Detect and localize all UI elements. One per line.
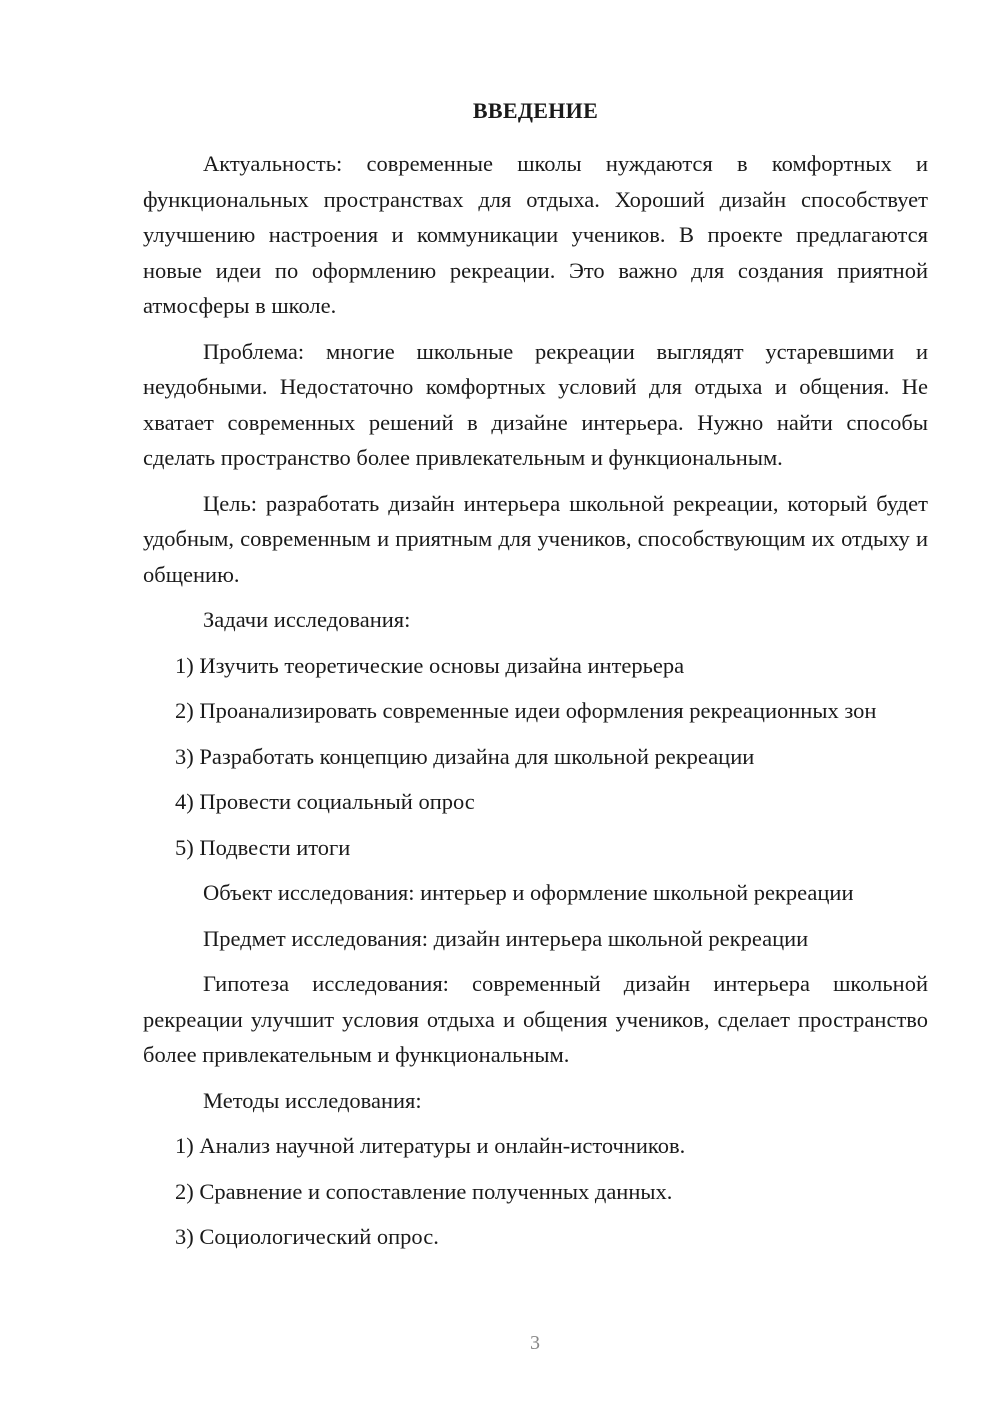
task-item: 3) Разработать концепцию дизайна для школьной рекреации [175, 743, 755, 769]
method-item: 1) Анализ научной литературы и онлайн-источников. [175, 1133, 686, 1158]
object-paragraph: Объект исследования: интерьер и оформление школьной рекреации [203, 880, 854, 905]
page-number: 3 [530, 1332, 540, 1354]
goal-paragraph: Цель: разработать дизайн интерьера школьной рекреации, который будет удобным, современным и приятным для учеников, способствующим их отдыху и общению. [143, 490, 928, 587]
method-item: 2) Сравнение и сопоставление полученных данных. [175, 1178, 673, 1204]
page-title: ВВЕДЕНИЕ [472, 98, 599, 123]
task-item: 2) Проанализировать современные идеи оформления рекреационных зон [175, 698, 877, 723]
problem-paragraph: Проблема: многие школьные рекреации выглядят устаревшими и неудобными. Недостаточно комфортных условий для отдыха и общения. Не хватает современных решений в дизайне интерьера. Нужно найти способы сделать пространство более привлекательным и функциональным. [143, 338, 928, 470]
tasks-title: Задачи исследования: [203, 607, 411, 632]
hypothesis-paragraph: Гипотеза исследования: современный дизайн интерьера школьной рекреации улучшит условия отдыха и общения учеников, сделает пространство более привлекательным и функциональным. [143, 971, 928, 1067]
document-page [143, 96, 928, 1265]
task-item: 1) Изучить теоретические основы дизайна интерьера [175, 652, 685, 678]
task-item: 4) Провести социальный опрос [175, 789, 475, 814]
method-item: 3) Социологический опрос. [175, 1224, 439, 1249]
subject-paragraph: Предмет исследования: дизайн интерьера школьной рекреации [203, 925, 809, 951]
methods-title: Методы исследования: [203, 1087, 422, 1113]
relevance-paragraph: Актуальность: современные школы нуждаются в комфортных и функциональных пространствах для отдыха. Хороший дизайн способствует улучшению настроения и коммуникации учеников. В проекте предлагаются новые идеи по оформлению рекреации. Это важно для создания приятной атмосферы в школе. [143, 151, 928, 318]
task-item: 5) Подвести итоги [175, 834, 351, 860]
